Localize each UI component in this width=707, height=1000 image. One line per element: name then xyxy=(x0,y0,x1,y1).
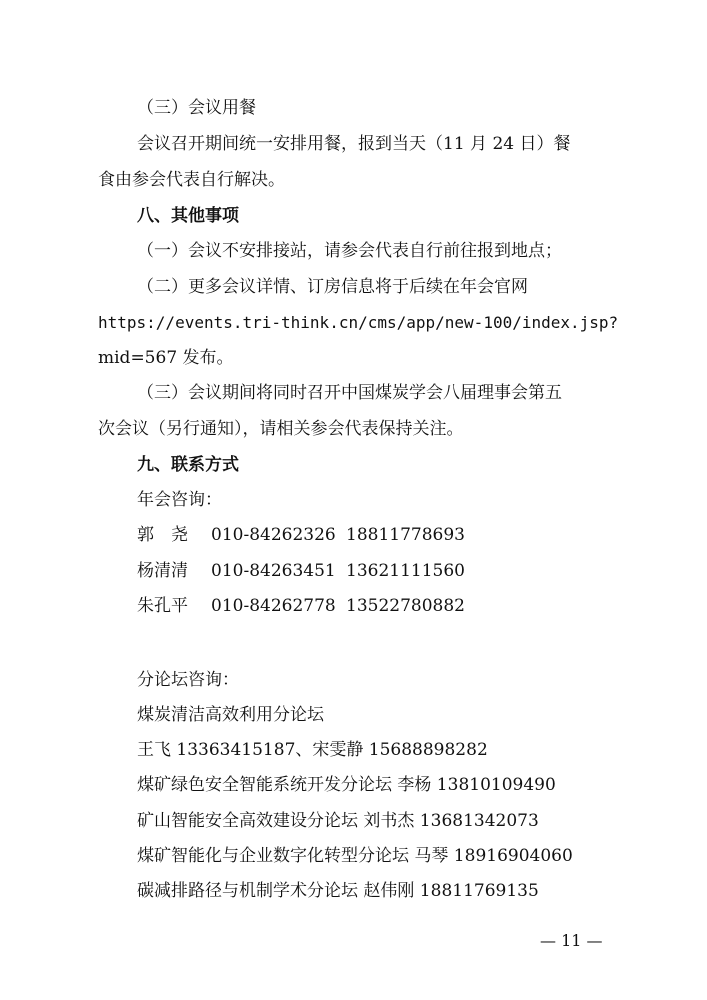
other-item2-line1: （二）更多会议详情、订房信息将于后续在年会官网 xyxy=(137,277,528,297)
forum-line: 矿山智能安全高效建设分论坛 刘书杰 13681342073 xyxy=(137,811,539,831)
contact-heading: 九、联系方式 xyxy=(137,455,239,475)
forum-line: 煤矿智能化与企业数字化转型分论坛 马琴 18916904060 xyxy=(137,846,573,866)
contact-name: 杨清清 xyxy=(137,561,188,581)
meals-body-line1: 会议召开期间统一安排用餐，报到当天（11 月 24 日）餐 xyxy=(137,134,571,154)
other-item2-url: https://events.tri-think.cn/cms/app/new-100/index.jsp? xyxy=(98,313,619,332)
other-item1: （一）会议不安排接站，请参会代表自行前往报到地点； xyxy=(137,241,562,261)
contact-name: 朱孔平 xyxy=(137,596,188,616)
other-item3-line1: （三）会议期间将同时召开中国煤炭学会八届理事会第五 xyxy=(137,383,562,403)
contact-phone: 010-84262326 xyxy=(211,525,336,545)
contact-phone: 010-84263451 xyxy=(211,561,336,581)
contact-phone: 010-84262778 xyxy=(211,596,336,616)
forum-line: 煤矿绿色安全智能系统开发分论坛 李杨 13810109490 xyxy=(137,775,556,795)
page-number: — 11 — xyxy=(540,931,603,950)
other-matters-heading: 八、其他事项 xyxy=(137,206,239,226)
contact-mobile: 13522780882 xyxy=(346,596,465,616)
contact-name: 郭 尧 xyxy=(137,525,188,545)
forum-line: 碳减排路径与机制学术分论坛 赵伟刚 18811769135 xyxy=(137,881,539,901)
meals-heading: （三）会议用餐 xyxy=(137,98,256,118)
meals-body-line2: 食由参会代表自行解决。 xyxy=(98,170,285,190)
forum-line: 煤炭清洁高效利用分论坛 xyxy=(137,705,324,725)
annual-consult-label: 年会咨询： xyxy=(137,490,222,510)
other-item3-line2: 次会议（另行通知），请相关参会代表保持关注。 xyxy=(98,419,464,439)
other-item2-line3: mid=567 发布。 xyxy=(98,348,234,368)
forum-consult-label: 分论坛咨询： xyxy=(137,670,239,690)
contact-mobile: 18811778693 xyxy=(346,525,465,545)
forum-line: 王飞 13363415187、宋雯静 15688898282 xyxy=(137,740,488,760)
contact-mobile: 13621111560 xyxy=(346,561,465,581)
